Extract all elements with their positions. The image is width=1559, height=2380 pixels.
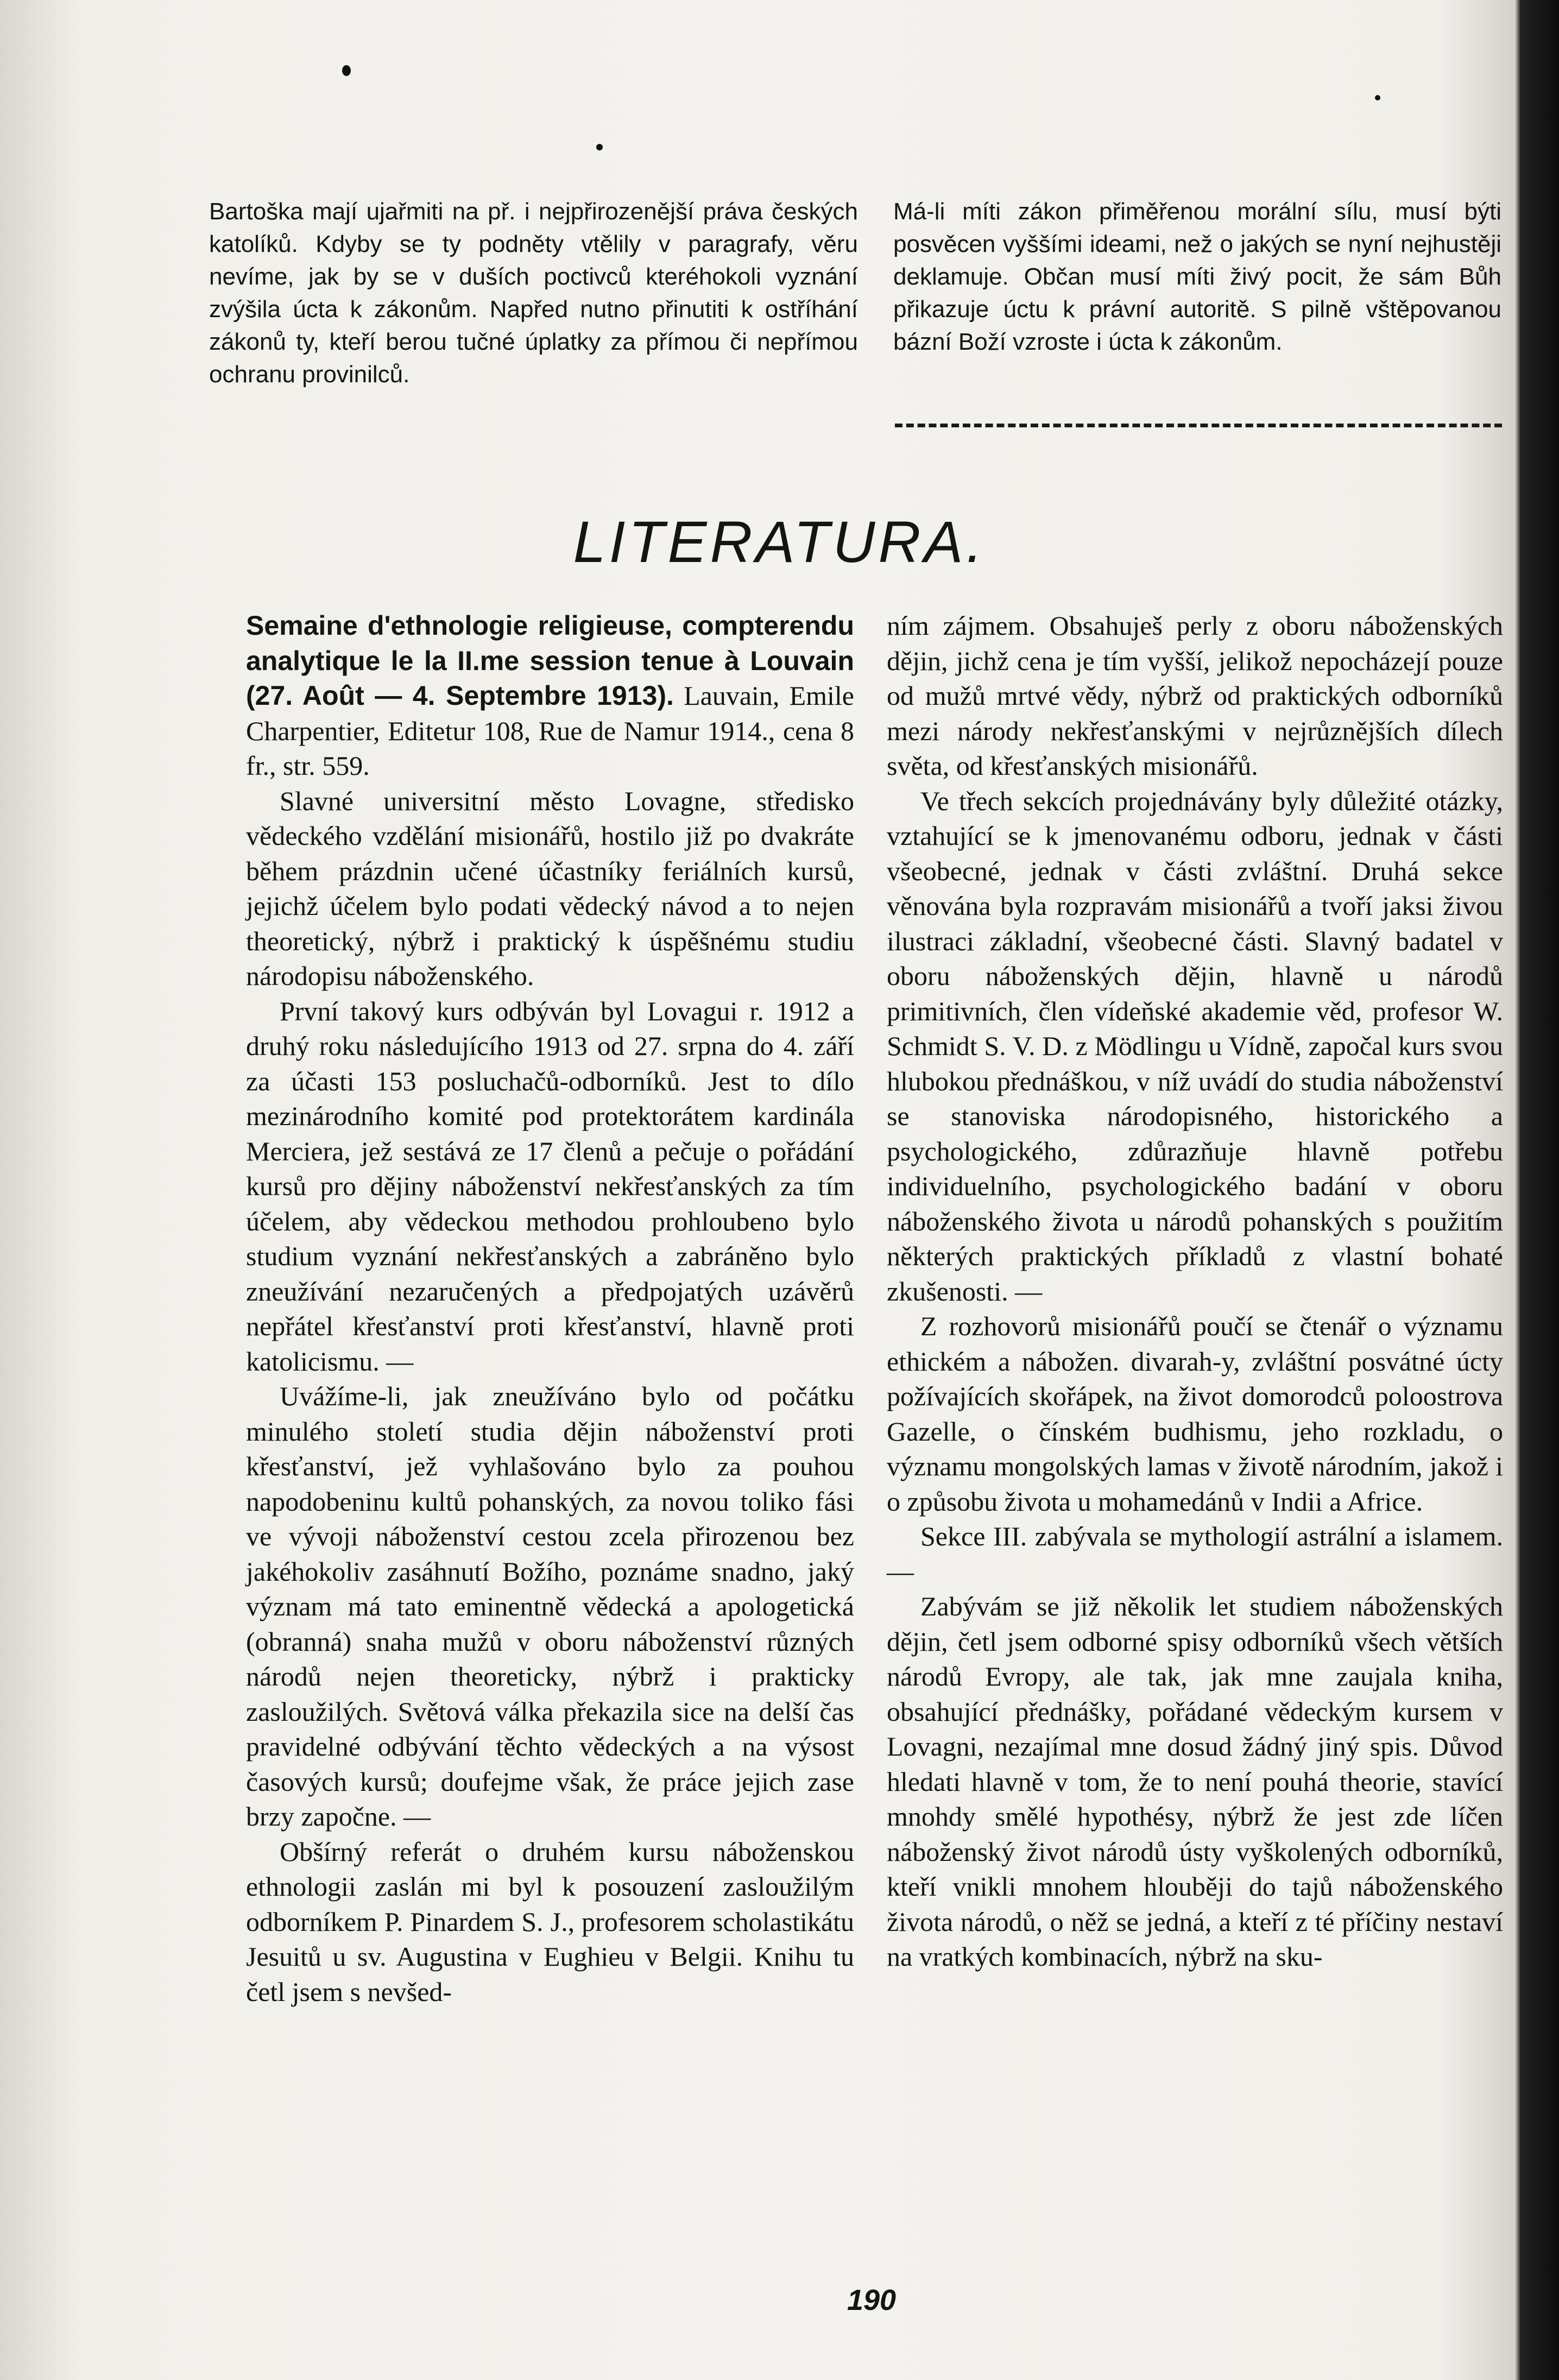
ink-speck: [596, 144, 603, 150]
left-paragraph: Obšírný referát o druhém kursu náboženskou ethnologii zaslán mi byl k posouzení zasloužilým odborníkem P. Pinardem S. J., profesorem scholastikátu Jesuitů u sv. Augustina v Eughieu v Belgii. Knihu tu četl jsem s nevšed-: [246, 1836, 854, 2007]
right-column: [887, 608, 1503, 1974]
left-column: [246, 608, 854, 2009]
right-paragraph: ním zájmem. Obsahuješ perly z oboru náboženských dějin, jichž cena je tím vyšší, jelikož nepocházejí pouze od mužů mrtvé vědy, nýbrž od praktických odborníků mezi národy nekřesťanskými v nejrůznějších dílech světa, od křesťanských misionářů.: [887, 610, 1503, 781]
right-paragraph: Z rozhovorů misionářů poučí se čtenář o významu ethickém a nábožen. divarah-y, zvláštní posvátné úcty požívajících skořápek, na život domorodců poloostrova Gazelle, o čínském budhismu, jeho rozkladu, o významu mongolských lamas v životě národním, jakož i o způsobu života u mohamedánů v Indii a Africe.: [887, 1311, 1503, 1517]
ink-speck: [1375, 95, 1380, 100]
dashed-divider: [895, 424, 1502, 427]
top-right-column: [893, 195, 1501, 358]
ink-speck: [342, 65, 351, 76]
left-paragraph: První takový kurs odbýván byl Lovagui r. 1912 a druhý roku následujícího 1913 od 27. srpna do 4. září za účasti 153 posluchačů-odborníků. Jest to dílo mezinárodního komité pod protektorátem kardinála Merciera, jež sestává ze 17 členů a pečuje o pořádání kursů pro dějiny náboženství nekřesťanských za tím účelem, aby vědeckou methodou prohloubeno bylo studium vyznání nekřesťanských a zabráněno bylo zneužívání nezaručených a předpojatých uzávěrů nepřátel křesťanství proti křesťanství, hlavně proti katolicismu. —: [246, 995, 854, 1377]
review-title: Semaine d'ethnologie religieuse, compterendu analytique le la II.me session tenue à Louvain (27. Août — 4. Septembre 1913).: [246, 610, 854, 711]
left-paragraph: Uvážíme-li, jak zneužíváno bylo od počátku minulého století studia dějin náboženství proti křesťanství, jež vyhlašováno bylo za pouhou napodobeninu kultů pohanských, za novou toliko fási ve vývoji náboženství cestou zcela přirozenou bez jakéhokoliv zasáhnutí Božího, poznáme snadno, jaký význam má tato eminentně vědecká a apologetická (obranná) snaha mužů v oboru náboženství různých národů nejen theoreticky, nýbrž i prakticky zasloužilých. Světová válka překazila sice na delší čas pravidelné odbývání těchto vědeckých a na výsost časových kursů; doufejme však, že práce jejich zase brzy započne. —: [246, 1381, 854, 1832]
top-right-paragraph: Má-li míti zákon přiměřenou morální sílu, musí býti posvěcen vyššími ideami, než o jakých se nyní nejhustěji deklamuje. Občan musí míti živý pocit, že sám Bůh přikazuje úctu k právní autoritě. S pilně vštěpovanou bázní Boží vzroste i úcta k zákonům.: [893, 198, 1501, 355]
left-paragraph: Slavné universitní město Lovagne, středisko vědeckého vzdělání misionářů, hostilo již po dvakráte během prázdnin učené účastníky feriálních kursů, jejichž účelem bylo podati vědecký návod a to nejen theoretický, nýbrž i praktický k úspěšnému studiu národopisu náboženského.: [246, 785, 854, 991]
right-paragraph: Ve třech sekcích projednávány byly důležité otázky, vztahující se k jmenovanému odboru, jednak v části všeobecné, jednak v části zvláštní. Druhá sekce věnována byla rozpravám misionářů a tvoří jaksi živou ilustraci základní, všeobecné části. Slavný badatel v oboru náboženských dějin, hlavně u národů primitivních, člen vídeňské akademie věd, profesor W. Schmidt S. V. D. z Mödlingu u Vídně, započal kurs svou hlubokou přednáškou, v níž uvádí do studia náboženství se stanoviska národopisného, historického a psychologického, zdůrazňuje hlavně potřebu individuelního, psychologického badání v oboru náboženského života u národů pohanských s použitím některých praktických příkladů z vlastní bohaté zkušenosti. —: [887, 785, 1503, 1306]
top-left-column: [209, 195, 858, 391]
review-heading: [246, 608, 854, 784]
right-paragraph: Zabývám se již několik let studiem náboženských dějin, četl jsem odborné spisy odborníků všech větších národů Evropy, ale tak, jak mne zaujala kniha, obsahující přednášky, pořádané vědeckým kursem v Lovagni, nezajímal mne dosud žádný jiný spis. Důvod hledati hlavně v tom, že to není pouhá theorie, stavící mnohdy smělé hypothésy, nýbrž že jest zde líčen náboženský život národů ústy vyškolených odborníků, kteří vnikli mnohem hlouběji do tajů náboženského života národů, o něž se jedná, a kteří z té příčiny nestaví na vratkých kombinacích, nýbrž na sku-: [887, 1591, 1503, 1972]
right-paragraph: Sekce III. zabývala se mythologií astrální a islamem. —: [887, 1521, 1503, 1587]
top-left-paragraph: Bartoška mají ujařmiti na př. i nejpřirozenější práva českých katolíků. Kdyby se ty podněty vtělily v paragrafy, věru nevíme, jak by se v duších poctivců kteréhokoli vyznání zvýšila úcta k zákonům. Napřed nutno přinutiti k ostříhání zákonů ty, kteří berou tučné úplatky za přímou či nepřímou ochranu provinilců.: [209, 198, 858, 388]
section-title: LITERATURA.: [573, 509, 986, 575]
review-publisher: Lauvain, Emile Charpentier, Editetur 108, Rue de Namur 1914., cena 8 fr., str. 559.: [246, 680, 854, 781]
page-number: 190: [847, 2284, 897, 2316]
